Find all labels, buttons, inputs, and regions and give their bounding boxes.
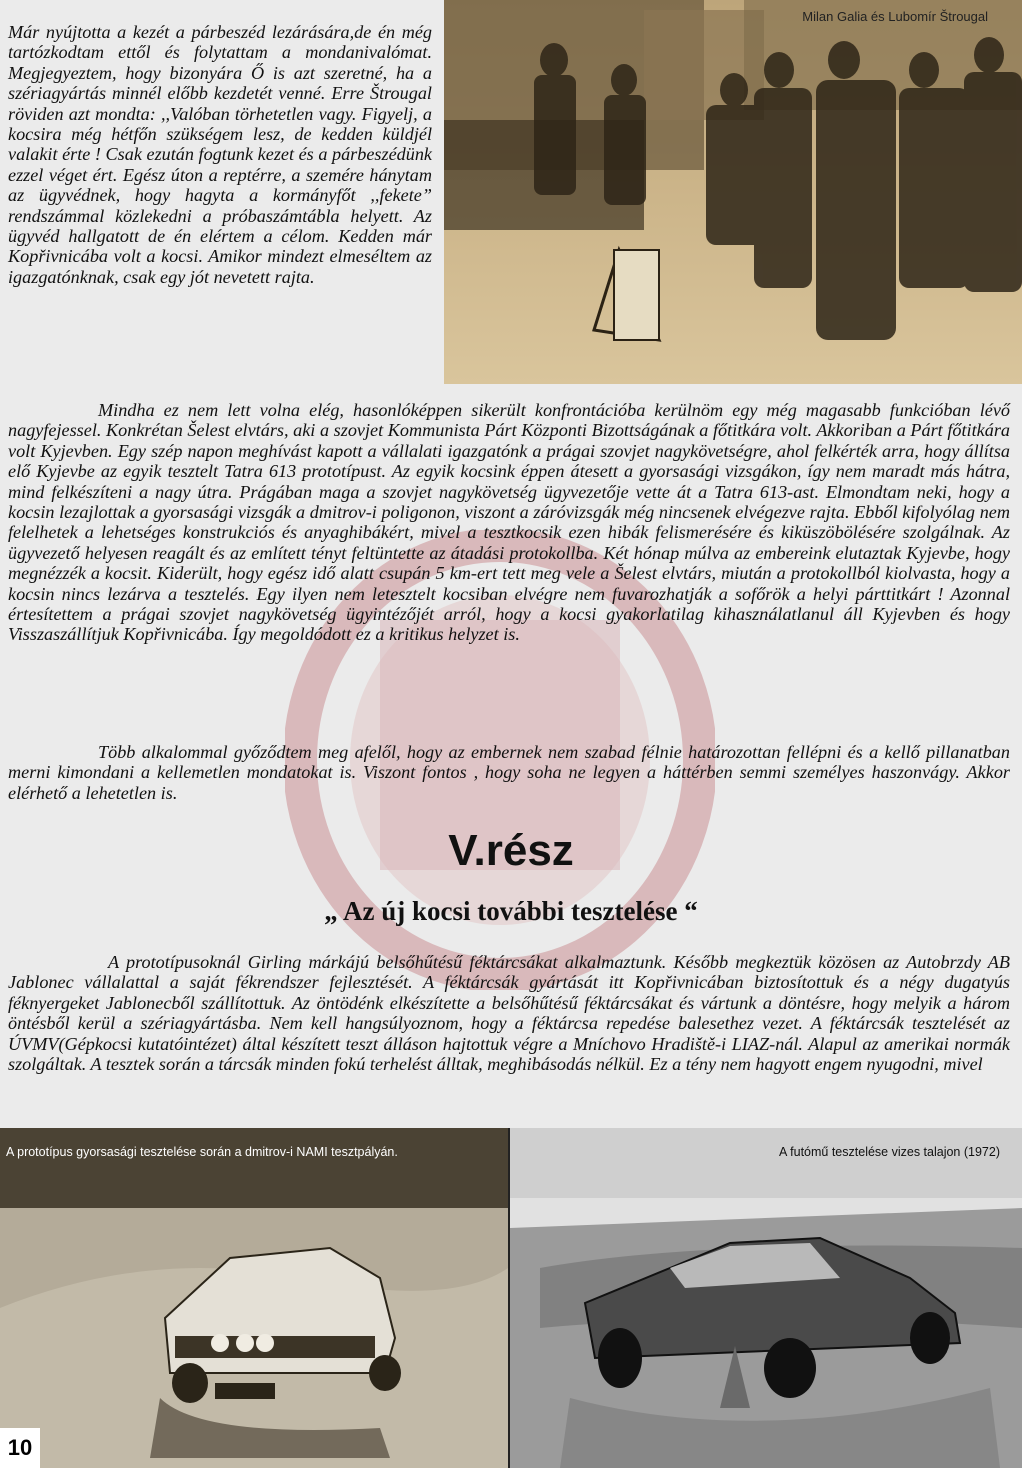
photo-speed-test bbox=[0, 1128, 508, 1468]
paragraph-intro: Már nyújtotta a kezét a párbeszéd lezárására,de én még tartózkodtam ettől és folytattam a mondanivalómat. Megjegyeztem, hogy bizonyára Ő is azt szeretné, ha a szériagyártás minnél előbb kezdetét venné. Erre Štrougal röviden azt mondta: ,,Valóban törhetetlen vagy. Figyelj, a kocsira még hétfőn szükségem lesz, de kedden küldjél valakit érte ! Csak ezután fogtunk kezet és a párbeszédünk ezzel véget ért. Egész úton a reptérre, a szemére hánytam az ügyvédnek, hogy hagyta a kormányfőt ,,fekete” rendszámmal közlekedni a próbaszámtábla helyett. Az ügyvéd hallgatott de én elértem a célom. Kedden már Kopřivnicába volt a kocsi. Amikor mindezt elmeséltem az igazgatónknak, csak egy jót nevetett rajta. bbox=[8, 22, 432, 287]
paragraph-selest bbox=[8, 400, 1010, 645]
photo-wet-test-graphic bbox=[510, 1128, 1022, 1468]
photo-speed-test-graphic bbox=[0, 1128, 508, 1468]
bottom-right-caption: A futómű tesztelése vizes talajon (1972) bbox=[779, 1145, 1000, 1159]
page-number: 10 bbox=[0, 1428, 40, 1468]
photo-wet-surface-test bbox=[510, 1128, 1022, 1468]
section-title: V.rész bbox=[448, 826, 574, 875]
top-photo-caption: Milan Galia és Lubomír Štrougal bbox=[802, 9, 988, 24]
paragraph-brakes-text: A prototípusoknál Girling márkájú belsőhűtésű féktárcsákat alkalmaztunk. Később megkeztük közösen az Autobrzdy AB Jablonec vállalattal a saját fékrendszer fejlesztését. A féktárcsák gyártását itt Kopřivnicában biztosítottuk és a négy dugatyús féknyergeket Jablonecből szállítottuk. Az öntödénk elkészítette a belsőhűtésű féktárcsákat és vártunk a döntésre, hogy melyik a három öntésből kerül a szériagyártásba. Nem kell hangsúlyoznom, hogy a féktárcsa repedése balesethez vezet. A féktárcsák tesztelését az ÚVMV(Gépkocsi kutatóintézet) által készített teszt álláson hajtottuk végre a Mníchovo Hradiště-i LIAZ-nál. Alapul az amerikai normák szolgáltak. A tesztek során a tárcsák minden fokú terhelést álltak, meghibásodás nélkül. Ez a tény nem hagyott engem nyugodni, mivel bbox=[8, 952, 1010, 1075]
photo-officials-graphic bbox=[444, 0, 1022, 384]
paragraph-brakes bbox=[8, 952, 1010, 1074]
section-subtitle: „ Az új kocsi további tesztelése “ bbox=[324, 896, 698, 926]
paragraph-selest-text: Mindha ez nem lett volna elég, hasonlóképpen sikerült konfrontációba kerülnöm egy még magasabb funkcióban lévő nagyfejessel. Konkrétan Šelest elvtárs, aki a szovjet Kommunista Párt Központi Bizottságának a főtitkára volt. Akkoriban a Párt főtitkára volt Kyjevben. Egy szép napon meghívást kapott a vállalati igazgatónk a prágai szovjet nagykövetségre, ahol felkérték arra, hogy állítsa elő Kyjevbe az egyik tesztelt Tatra 613 prototípust. Az egyik kocsink éppen átesett a gyorsasági vizsgákon, így nem maradt más hátra, mind felkészíteni a nagy útra. Prágában maga a szovjet nagykövetség ügyvezetője vette át a Tatra 613-ast. Elmondtam neki, hogy a kocsin lezajlottak a gyorsasági vizsgák a dmitrov-i poligonon, viszont a záróvizsgák még nincsenek elvégezve rajta. Ebből kifolyólag nem felelhetek a lehetséges konstrukciós és anyaghibákért, mivel a tesztkocsik ezen hibák felismerésére és kiküszöbölésére szolgálnak. Az ügyvezető helyesen reagált és az említett tényt feltüntette az átadási protokollba. Két hónap múlva az embereink elutaztak Kyjevbe, hogy megnézzék a kocsit. Kiderült, hogy egész idő alatt csupán 5 km-ert tett meg vele a Šelest elvtárs, miután a protokollból kiolvasta, hogy a kocsin nincs lezárva a tesztelés. Egy ilyen nem letesztelt kocsiban elvégre nem fuvarozhatják a sofőrök a helyi párttitkárt ! Azonnal értesítettem a prágai szovjet nagykövetség ügyintézőjét arról, hogy a kocsi gyakorlatilag kihasználatlanul áll Kyjevben és hogy Visszaszállítjuk Kopřivnicába. Így megoldódott ez a kritikus helyzet is. bbox=[8, 400, 1010, 645]
paragraph-lesson bbox=[8, 742, 1010, 803]
bottom-left-caption: A prototípus gyorsasági tesztelése során a dmitrov-i NAMI tesztpályán. bbox=[6, 1145, 398, 1159]
bottom-photo-strip bbox=[0, 1128, 1022, 1468]
paragraph-lesson-text: Több alkalommal győződtem meg afelől, hogy az embernek nem szabad félnie határozottan fellépni és a kellő pillanatban merni kimondani a kellemetlen mondatokat is. Viszont fontos , hogy soha ne legyen a háttérben semmi személyes haszonvágy. Akkor elérhető a lehetetlen is. bbox=[8, 742, 1010, 803]
photo-officials-inspection bbox=[444, 0, 1022, 384]
